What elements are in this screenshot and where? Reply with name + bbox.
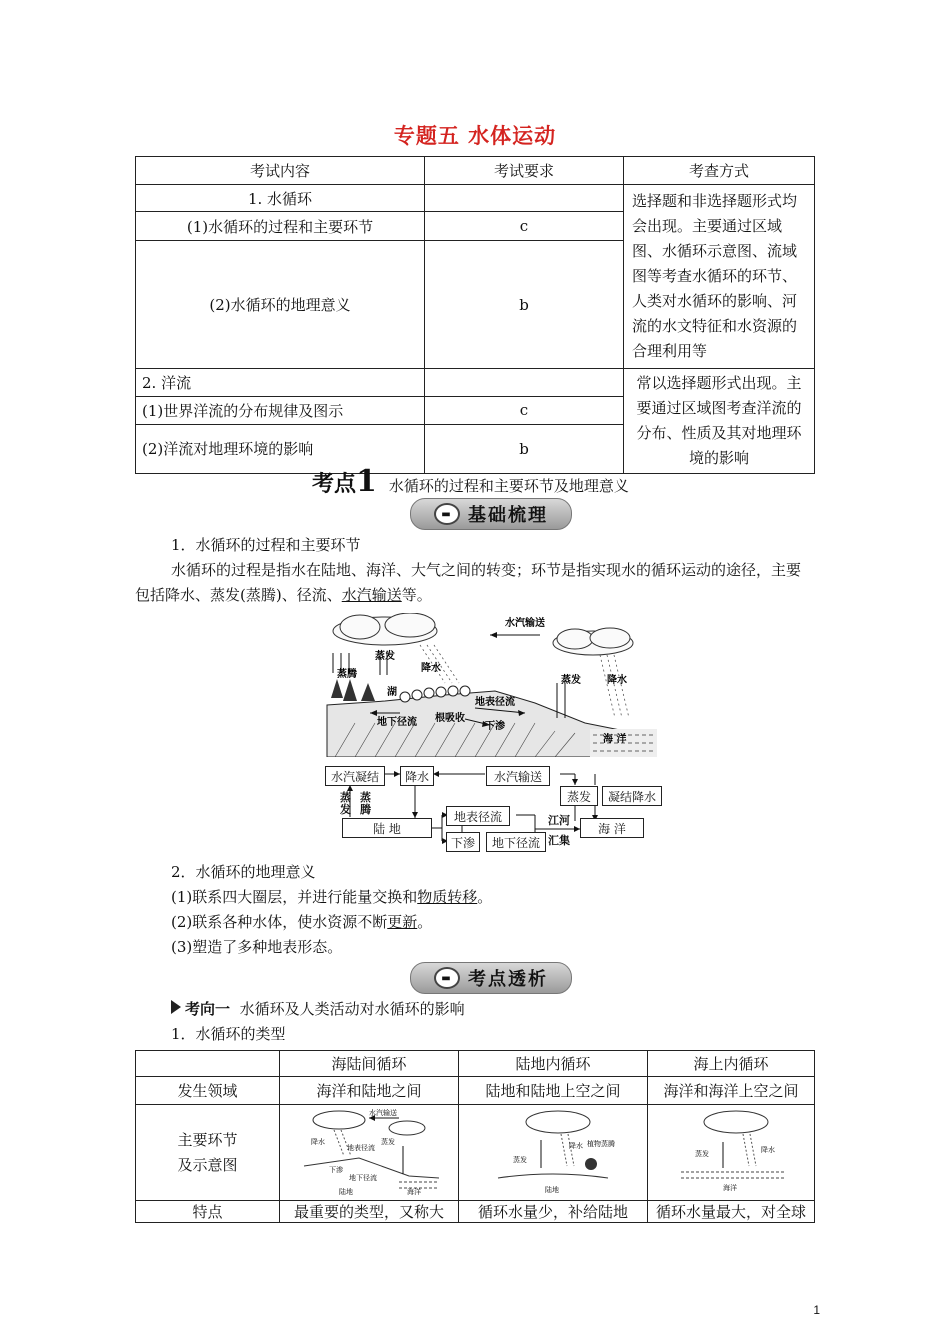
- header-requirement: 考试要求: [425, 157, 624, 185]
- flow-ocean: 海 洋: [580, 818, 644, 838]
- label-precip-sea: 降水: [607, 675, 627, 686]
- flow-transport: 水汽输送: [486, 766, 550, 786]
- p1-text-end: 等。: [401, 586, 432, 604]
- direction-text: 水循环及人类活动对水循环的影响: [239, 1000, 465, 1018]
- row-content: (1)水循环的过程和主要环节: [136, 212, 425, 241]
- section-label: 考点: [312, 472, 357, 497]
- p2-item: [171, 910, 432, 935]
- mini1-underground: 地下径流: [349, 1173, 377, 1182]
- section-text: 水循环的过程和主要环节及地理意义: [388, 477, 629, 495]
- row-requirement: b: [425, 424, 624, 473]
- p1-underlined: 水汽输送: [341, 586, 402, 604]
- flow-underground: 地下径流: [486, 832, 546, 852]
- mini2-plant: 植物蒸腾: [587, 1139, 615, 1148]
- types-header: 海陆间循环: [280, 1051, 459, 1077]
- row-requirement: [425, 369, 624, 397]
- p2-item-end: 。: [417, 913, 433, 931]
- flow-land: 陆 地: [342, 818, 432, 838]
- mini1-ocean: 海洋: [407, 1187, 421, 1196]
- row-requirement: b: [425, 241, 624, 369]
- flow-rivers: 江河: [548, 814, 570, 827]
- mini-diagram-2: [483, 1106, 623, 1196]
- pill-label: 考点透析: [468, 969, 548, 990]
- p2-item-underlined: 物质转移: [417, 888, 478, 906]
- types-cell: 海洋和陆地之间: [280, 1077, 459, 1105]
- p2-item-end: 。: [477, 888, 493, 906]
- row-requirement: [425, 185, 624, 212]
- p1-heading: 1．水循环的过程和主要环节: [171, 536, 361, 554]
- mini1-precip: 降水: [311, 1137, 325, 1146]
- label-precip: 降水: [421, 663, 441, 674]
- mini3-ocean: 海洋: [723, 1183, 737, 1192]
- mini1-land: 陆地: [339, 1187, 353, 1196]
- p2-item: [171, 935, 342, 960]
- mini-diagram-1: [299, 1106, 439, 1196]
- row-content: 2. 洋流: [136, 369, 425, 397]
- pill-basics: [410, 498, 572, 530]
- pill-label: 基础梳理: [468, 505, 548, 526]
- types-cell: 循环水量最大，对全球: [648, 1201, 815, 1223]
- row-content: (2)水循环的地理意义: [136, 241, 425, 369]
- label-evaporation-sea: 蒸发: [561, 675, 581, 686]
- p2-item-text: (1)联系四大圈层，并进行能量交换和: [171, 888, 418, 906]
- label-surface: 地表径流: [475, 697, 515, 708]
- label-underground: 地下径流: [377, 717, 417, 728]
- mini1-surface: 地表径流: [347, 1143, 375, 1152]
- row-content: 1. 水循环: [136, 185, 425, 212]
- types-header: 陆地内循环: [459, 1051, 648, 1077]
- flow-converge: 汇集: [548, 834, 570, 847]
- mini-diagram-3: [661, 1106, 801, 1196]
- flow-surface: 地表径流: [446, 806, 510, 826]
- p1-text: 水循环的过程是指水在陆地、海洋、大气之间的转变；环节是指实现水的循环运动的途径，主要包括降水、蒸发(蒸腾)、径流、: [135, 561, 802, 604]
- flow-precip: 降水: [400, 766, 434, 786]
- types-header: [136, 1051, 280, 1077]
- label-evaporation: 蒸发: [375, 651, 395, 662]
- mini1-evap: 蒸发: [381, 1137, 395, 1146]
- types-cell: 特点: [136, 1201, 280, 1223]
- flow-side-trans: 蒸腾: [360, 791, 371, 816]
- page-number: 1: [813, 1303, 820, 1317]
- section-heading: [312, 464, 629, 499]
- mini1-transport: 水汽输送: [369, 1108, 397, 1117]
- method-ocean-current: 常以选择题形式出现。主要通过区域图考查洋流的分布、性质及其对地理环境的影响: [624, 369, 815, 474]
- flow-condense-precip: 凝结降水: [602, 786, 662, 806]
- header-method: 考查方式: [624, 157, 815, 185]
- row-requirement: c: [425, 396, 624, 424]
- flow-condense: 水汽凝结: [325, 766, 385, 786]
- water-cycle-diagram: [325, 613, 657, 757]
- label-lake: 湖: [387, 687, 397, 698]
- types-cell: 海洋和海洋上空之间: [648, 1077, 815, 1105]
- method-water-cycle: 选择题和非选择题形式均会出现。主要通过区域图、水循环示意图、流域图等考查水循环的环节、人类对水循环的影响、河流的水文特征和水资源的合理利用等: [624, 185, 815, 369]
- header-content: 考试内容: [136, 157, 425, 185]
- p2-item-text: (3)塑造了多种地表形态。: [171, 938, 343, 956]
- pill-analysis: [410, 962, 572, 994]
- row-requirement: c: [425, 212, 624, 241]
- exam-requirements-table: [135, 156, 815, 474]
- mini-diagram-inland: [459, 1105, 648, 1201]
- p3-heading: 1．水循环的类型: [171, 1025, 286, 1043]
- mini-diagram-land-sea: [280, 1105, 459, 1201]
- flow-side-evap: 蒸发: [340, 791, 351, 816]
- p2-item: [171, 885, 492, 910]
- mini2-evap: 蒸发: [513, 1155, 527, 1164]
- label-transpiration: 蒸腾: [337, 669, 357, 680]
- p2-item-underlined: 更新: [387, 913, 418, 931]
- p1-body: [135, 558, 815, 608]
- direction-label: 考向一: [185, 1000, 231, 1018]
- book-icon: ▬: [434, 503, 460, 525]
- types-cell: 主要环节及示意图: [136, 1105, 280, 1201]
- types-header: 海上内循环: [648, 1051, 815, 1077]
- flow-infil: 下渗: [446, 832, 480, 852]
- play-icon: [171, 1000, 181, 1014]
- direction-heading: [171, 997, 465, 1022]
- types-cell: 陆地和陆地上空之间: [459, 1077, 648, 1105]
- row-content: (2)洋流对地理环境的影响: [136, 424, 425, 473]
- cycle-types-table: [135, 1050, 815, 1223]
- label-ocean: 海 洋: [603, 734, 627, 745]
- label-root: 根吸收: [435, 713, 465, 724]
- types-cell: 最重要的类型，又称大: [280, 1201, 459, 1223]
- types-cell: 循环水量少，补给陆地: [459, 1201, 648, 1223]
- book-icon: ▬: [434, 967, 460, 989]
- flow-evap: 蒸发: [560, 786, 598, 806]
- p2-heading: 2．水循环的地理意义: [171, 863, 316, 881]
- mini-diagram-ocean: [648, 1105, 815, 1201]
- mini3-precip: 降水: [761, 1145, 775, 1154]
- page-title: 专题五 水体运动: [393, 124, 557, 148]
- p2-item-text: (2)联系各种水体，使水资源不断: [171, 913, 388, 931]
- row-content: (1)世界洋流的分布规律及图示: [136, 396, 425, 424]
- types-cell: 发生领域: [136, 1077, 280, 1105]
- label-infiltration: 下渗: [485, 721, 505, 732]
- section-number: 1: [356, 464, 377, 499]
- mini3-evap: 蒸发: [695, 1149, 709, 1158]
- mini2-precip: 降水: [569, 1141, 583, 1150]
- label-transport: 水汽输送: [505, 618, 545, 629]
- mini1-infil: 下渗: [329, 1165, 343, 1174]
- mini2-land: 陆地: [545, 1185, 559, 1194]
